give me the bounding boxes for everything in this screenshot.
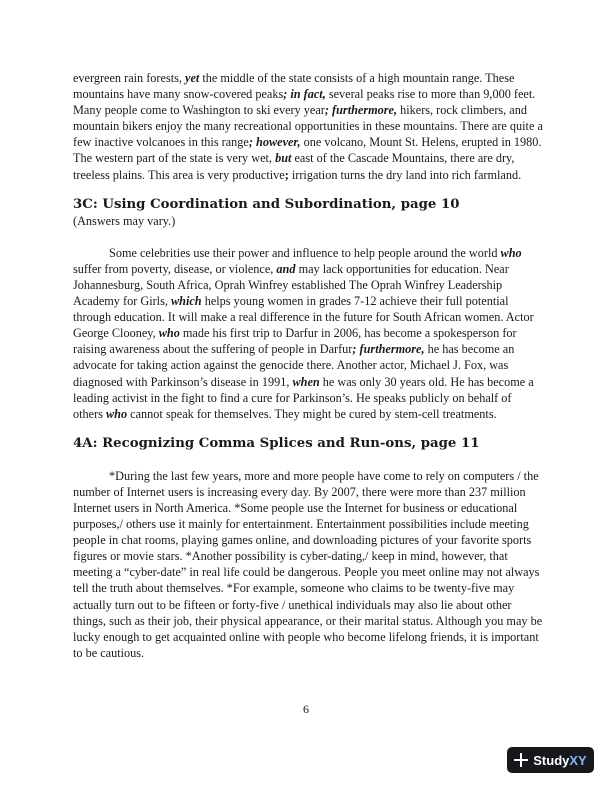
emphasized-connector: who: [500, 245, 522, 260]
emphasized-connector: but: [275, 151, 292, 166]
top-paragraph: evergreen rain forests, yet the middle of the state consists of a high mountain range. These mountains have many snow-covered peaks; in fact, several peaks rise to more than 9,000 feet. Many people come to Washington to ski every year; furthermore, hikers, rock climbers, and mountain bikers enjoy the many recreational opportunities in these mountains. There are quite a few inactive volcanoes in this range; however, one volcano, Mount St. Helens, erupted in 1980. The western part of the state is very wet, but east of the Cascade Mountains, there are dry, treeless plains. This area is very productive; irrigation turns the dry land into rich farmland.: [73, 71, 543, 182]
emphasized-connector: yet: [185, 71, 200, 85]
emphasized-connector: and: [276, 261, 296, 276]
emphasized-connector: who: [106, 406, 128, 421]
studyxy-watermark: [507, 747, 594, 773]
section-3c-heading: 3C: Using Coordination and Subordination, page 10: [73, 196, 460, 212]
emphasized-connector: who: [158, 326, 180, 341]
section-4a-heading: 4A: Recognizing Comma Splices and Run-ons, page 11: [73, 435, 480, 451]
section-3c-note: (Answers may vary.): [73, 213, 176, 228]
emphasized-connector: which: [170, 294, 202, 309]
emphasized-connector: ; furthermore,: [352, 342, 425, 357]
section-3c-paragraph: Some celebrities use their power and influence to help people around the world who suffer from poverty, disease, or violence, and may lack opportunities for education. Near Johannesburg, South Africa, Oprah Winfrey established The Oprah Winfrey Leadership Academy for Girls, which helps young women in grades 7-12 achieve their full potential through education. It will make a real difference in the future for South African women. Actor George Clooney, who made his first trip to Darfur in 2006, has become a spokesperson for raising awareness about the suffering of people in Darfur; furthermore, he has become an advocate for taking action against the genocide there. Another actor, Michael J. Fox, was diagnosed with Parkinson’s disease in 1991, when he was only 30 years old. He has become a leading activist in the fight to find a cure for Parkinson’s. He speaks publicly on behalf of others who cannot speak for themselves. They might be cured by stem-cell treatments.: [73, 245, 534, 421]
emphasized-connector: ; however,: [248, 135, 301, 150]
emphasized-connector: when: [292, 374, 320, 389]
document-page: [73, 70, 543, 661]
section-4a-paragraph: *During the last few years, more and more people have come to rely on computers / the number of Internet users is increasing every day. By 2007, there were more than 237 million Internet users in North America. *Some people use the Internet for business or educational purposes,/ others use it mainly for entertainment. Entertainment possibilities include meeting people in chat rooms, playing games online, and downloading pictures of your favorite sports figures or movie stars. *Another possibility is cyber-dating,/ keep in mind, however, that meeting a “cyber-date” in real life could be dangerous. People you meet online may not always tell the truth about themselves. *For example, someone who claims to be twenty-five may actually turn out to be fifteen or forty-five / unethical individuals may also lie about other things, such as their job, their physical appearance, or their marital status. Although you may be lucky enough to get acquainted online with people who become lifelong friends, it is important to be cautious.: [73, 468, 543, 660]
page-number: 6: [303, 702, 309, 716]
brand-name: StudyXY: [533, 752, 587, 768]
emphasized-punctuation: ;: [284, 167, 289, 182]
emphasized-connector: ; in fact,: [283, 87, 326, 102]
emphasized-connector: ; furthermore,: [324, 103, 398, 118]
plus-cross-icon: [514, 753, 528, 767]
